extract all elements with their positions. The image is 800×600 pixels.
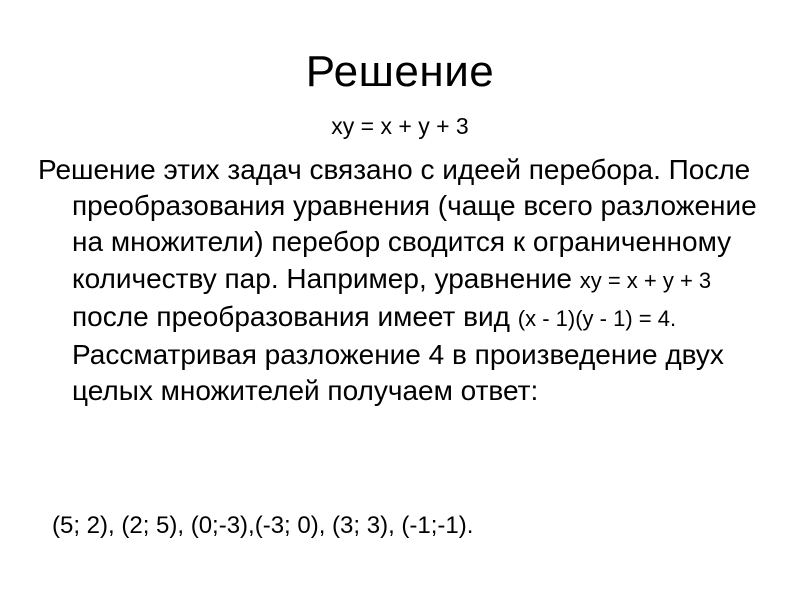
answer-pairs: (5; 2), (2; 5), (0;-3),(-3; 0), (3; 3), (-1;-1).	[52, 512, 474, 539]
solution-body	[38, 152, 768, 409]
equation-subtitle: xy = x + y + 3	[331, 113, 469, 139]
paragraph-text-part1: Решение этих задач связано с идеей перебора. После преобразования уравнения (чаще всего разложение на множители) перебор сводится к ограниченному количеству пар. Например, уравнение	[38, 154, 757, 294]
inline-equation-original: xy = x + y + 3	[579, 267, 712, 293]
solution-paragraph	[38, 152, 768, 409]
paragraph-text-part2: после преобразования имеет вид	[72, 300, 518, 332]
inline-equation-factored: (x - 1)(y - 1) = 4.	[517, 305, 677, 331]
paragraph-text-part3: Рассматривая разложение 4 в произведение двух целых множителей получаем ответ:	[72, 339, 724, 407]
slide-title: Решение	[305, 47, 495, 96]
